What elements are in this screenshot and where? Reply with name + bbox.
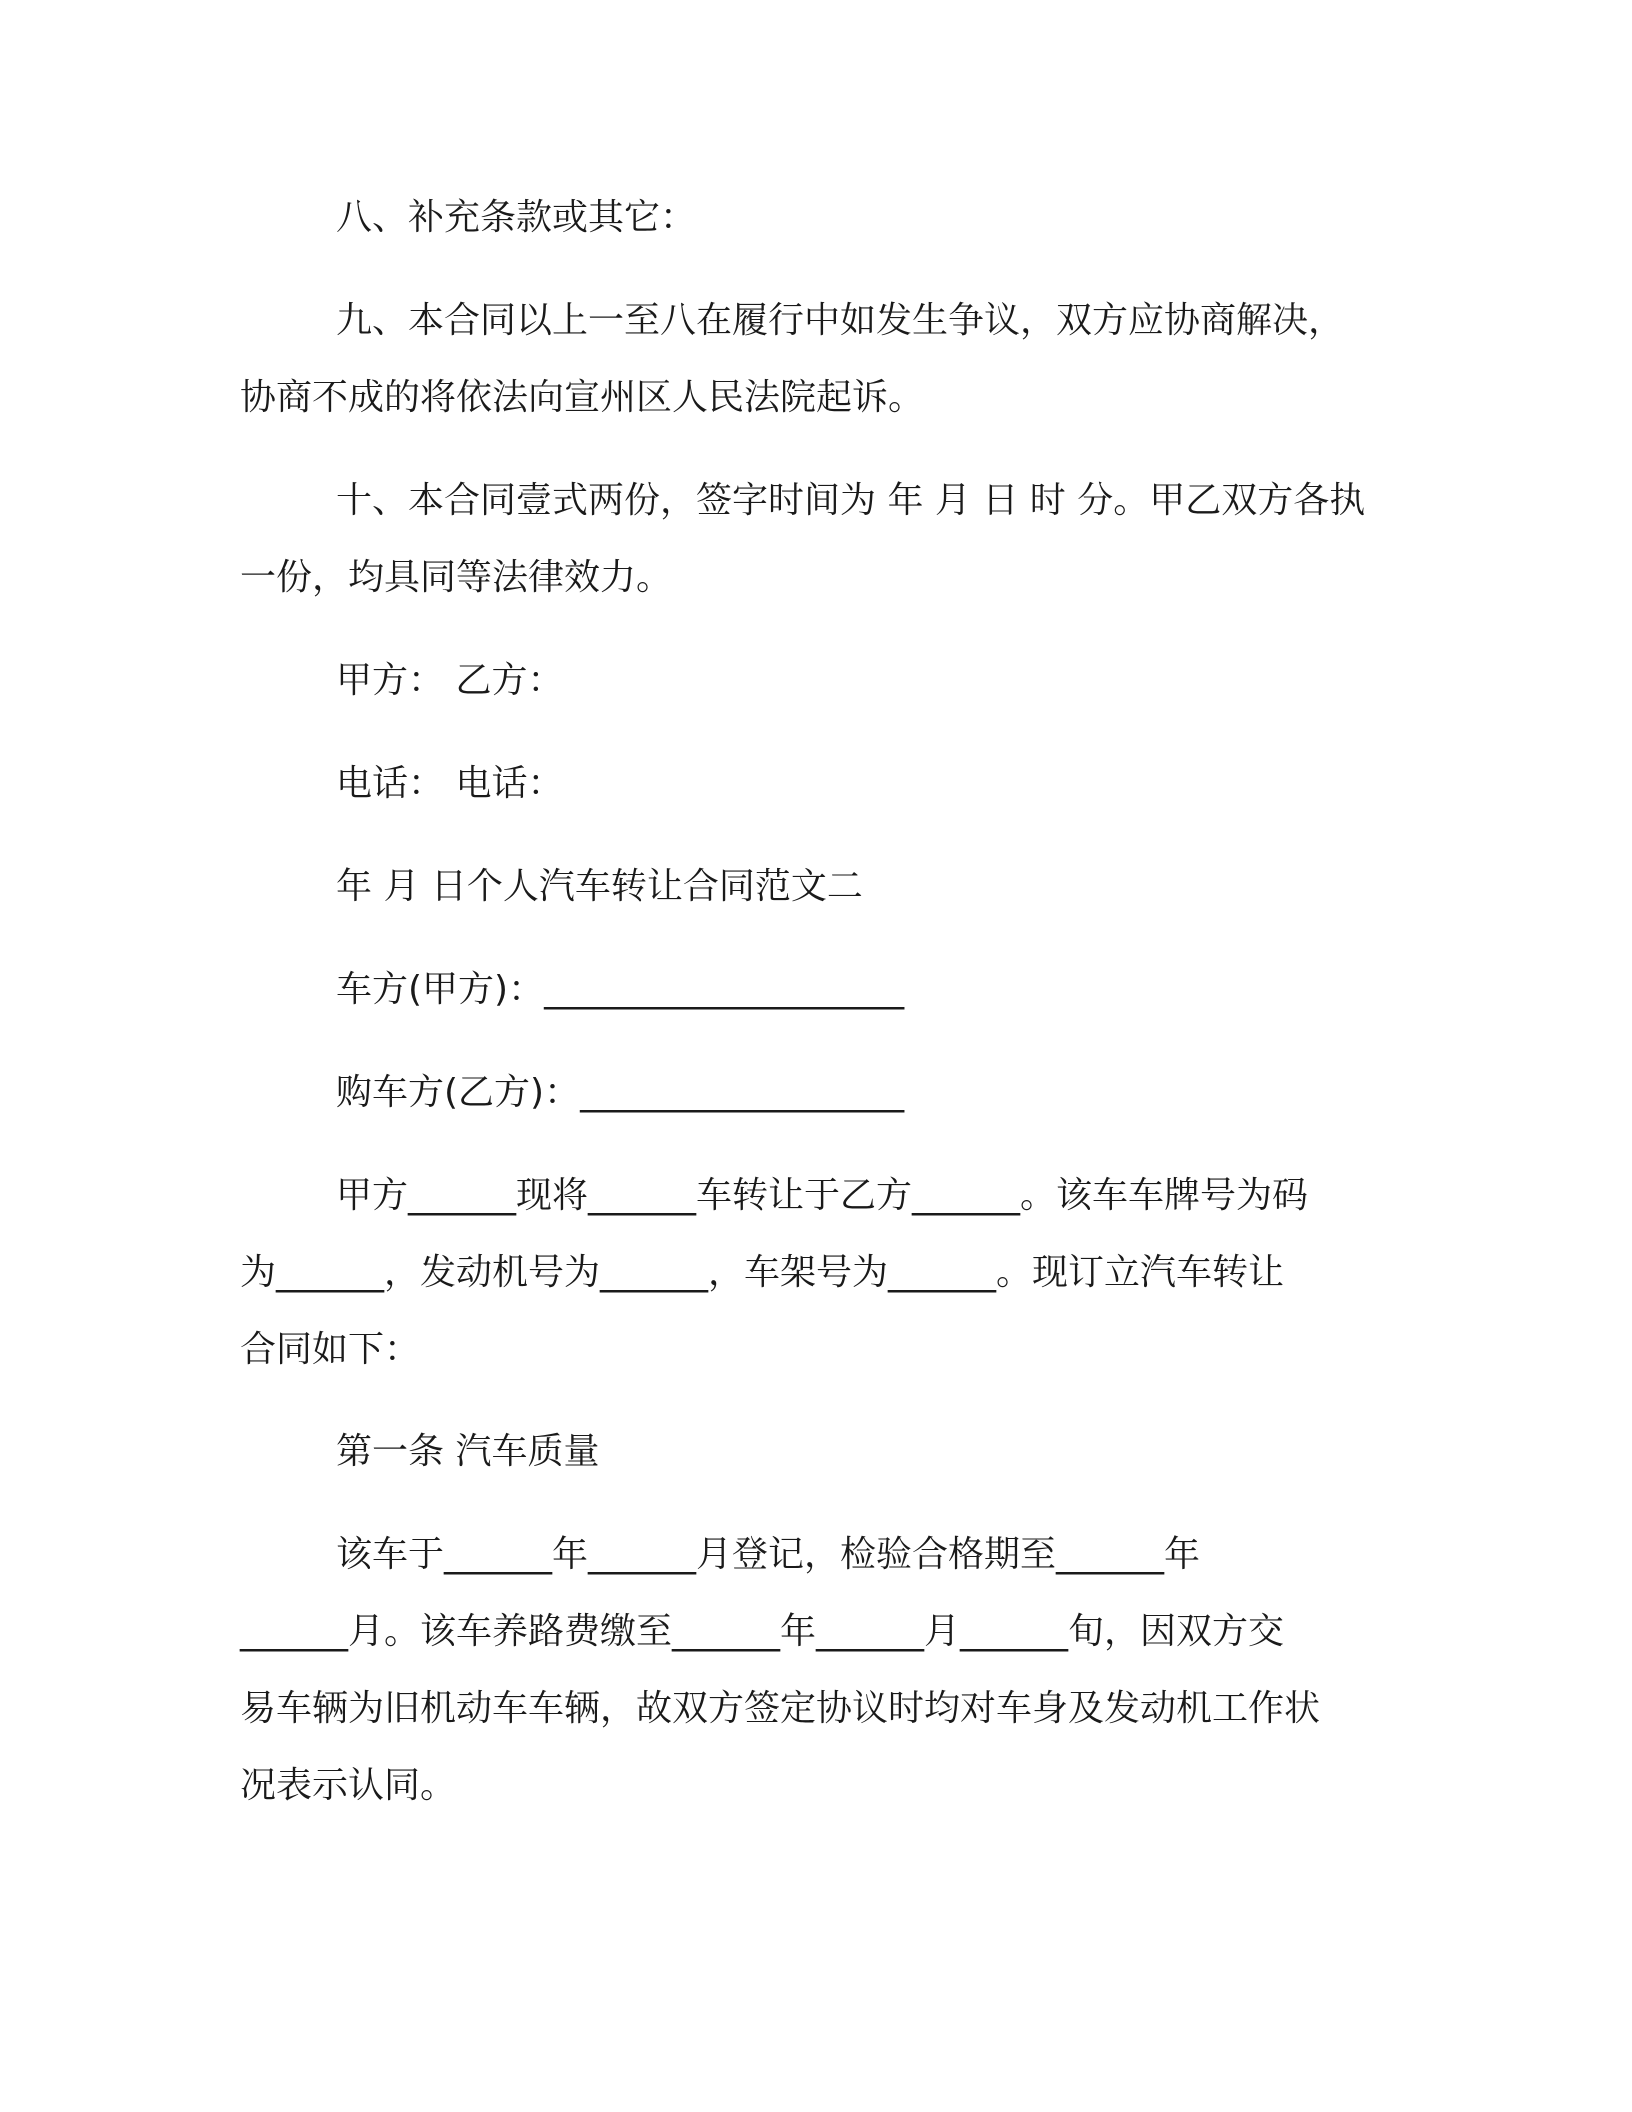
text-line: 电话： 电话：	[336, 763, 564, 804]
text-line: 合同如下：	[240, 1329, 421, 1370]
text-line: 况表示认同。	[240, 1765, 457, 1806]
text-line: 年 月 日个人汽车转让合同范文二	[336, 866, 863, 907]
text-line: 该车于______年______月登记，检验合格期至______年	[336, 1534, 1201, 1575]
date-and-title-line	[240, 848, 1476, 925]
text-line: 一份，均具同等法律效力。	[240, 557, 673, 598]
article-1-heading	[240, 1413, 1476, 1490]
text-line: 九、本合同以上一至八在履行中如发生争议，双方应协商解决，	[336, 300, 1345, 341]
clause-10-paragraph	[240, 462, 1380, 616]
text-line: 协商不成的将依法向宣州区人民法院起诉。	[240, 377, 925, 418]
text-line: ______月。该车养路费缴至______年______月______旬，因双方交	[240, 1611, 1285, 1652]
text-line: 八、补充条款或其它：	[336, 197, 697, 238]
phone-line	[240, 745, 1476, 822]
seller-line	[240, 951, 1476, 1028]
text-line: 易车辆为旧机动车车辆，故双方签定协议时均对车身及发动机工作状	[240, 1688, 1321, 1729]
text-line: 车方(甲方)：____________________	[336, 969, 905, 1010]
vehicle-quality-paragraph	[240, 1516, 1380, 1824]
text-line: 为______，发动机号为______，车架号为______。现订立汽车转让	[240, 1252, 1285, 1293]
clause-8-paragraph	[240, 179, 1476, 256]
text-line: 十、本合同壹式两份，签字时间为 年 月 日 时 分。甲乙双方各执	[336, 480, 1366, 521]
clause-9-paragraph	[240, 282, 1380, 436]
text-line: 第一条 汽车质量	[336, 1431, 600, 1472]
buyer-line	[240, 1054, 1476, 1131]
text-line: 购车方(乙方)：__________________	[336, 1072, 905, 1113]
text-line: 甲方： 乙方：	[336, 660, 564, 701]
party-signature-line	[240, 642, 1476, 719]
text-line: 甲方______现将______车转让于乙方______。该车车牌号为码	[336, 1175, 1309, 1216]
transfer-intro-paragraph	[240, 1157, 1380, 1388]
